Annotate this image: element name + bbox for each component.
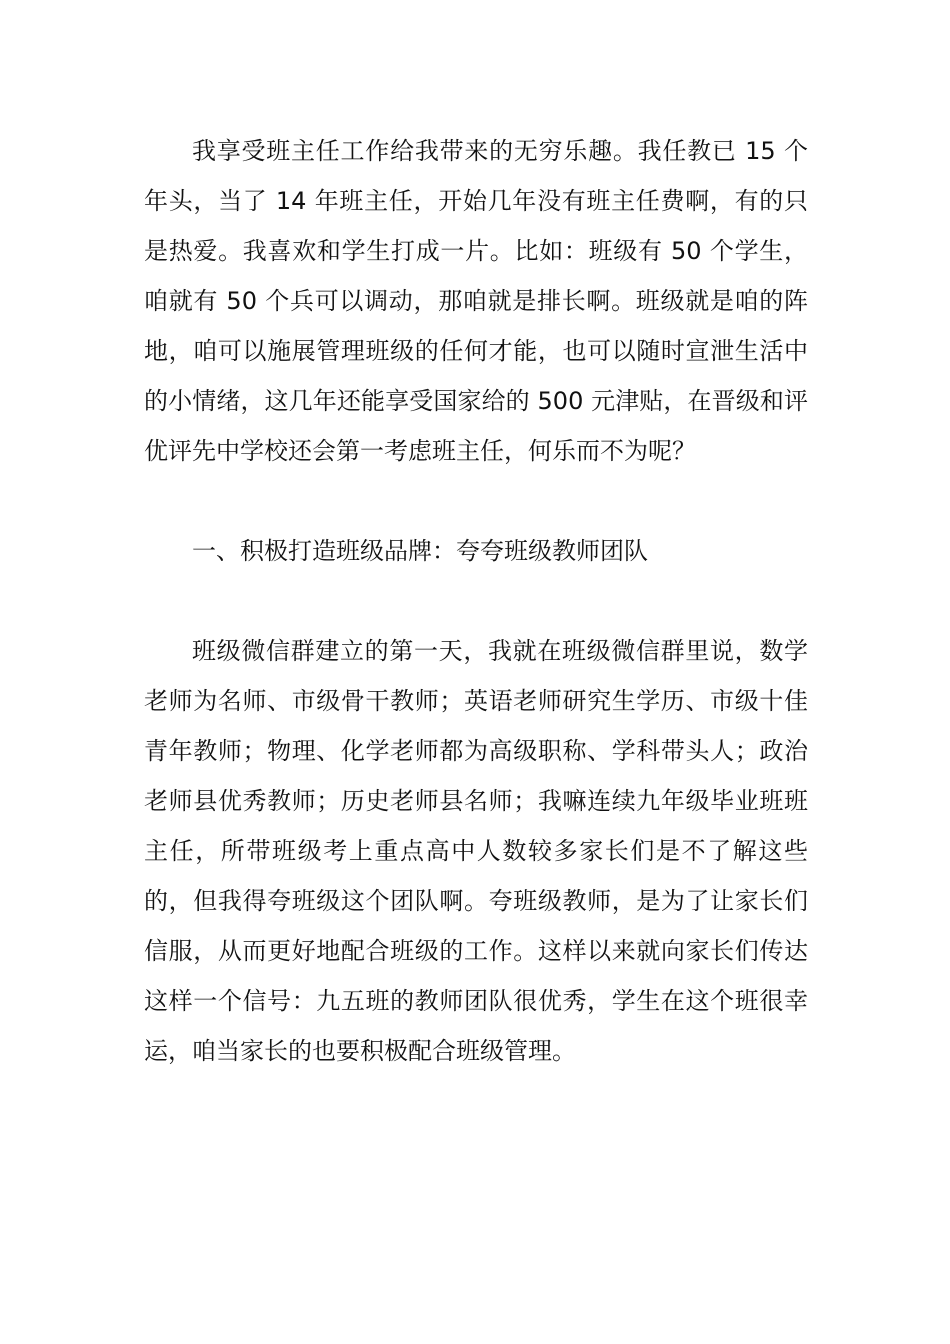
paragraph-spacer [144, 476, 808, 526]
section-heading: 一、积极打造班级品牌：夸夸班级教师团队 [192, 537, 648, 565]
paragraph-intro: 我享受班主任工作给我带来的无穷乐趣。我任教已 15 个年头，当了 14 年班主任，开始几年没有班主任费啊，有的只是热爱。我喜欢和学生打成一片。比如：班级有 50 个学生，咱就有 50 个兵可以调动，那咱就是排长啊。班级就是咱的阵地，咱可以施展管理班级的任何才能，也可以随时宣泄生活中的小情绪，这几年还能享受国家给的 500 元津贴，在晋级和评优评先中学校还会第一考虑班主任，何乐而不为呢？ [144, 137, 808, 465]
paragraph-spacer [144, 576, 808, 626]
paragraph-teacher-team: 班级微信群建立的第一天，我就在班级微信群里说，数学老师为名师、市级骨干教师；英语老师研究生学历、市级十佳青年教师；物理、化学老师都为高级职称、学科带头人；政治老师县优秀教师；历史老师县名师；我嘛连续九年级毕业班班主任，所带班级考上重点高中人数较多家长们是不了解这些的，但我得夸班级这个团队啊。夸班级教师，是为了让家长们信服，从而更好地配合班级的工作。这样以来就向家长们传达这样一个信号：九五班的教师团队很优秀，学生在这个班很幸运，咱当家长的也要积极配合班级管理。 [144, 637, 808, 1065]
document-body [144, 126, 808, 1076]
